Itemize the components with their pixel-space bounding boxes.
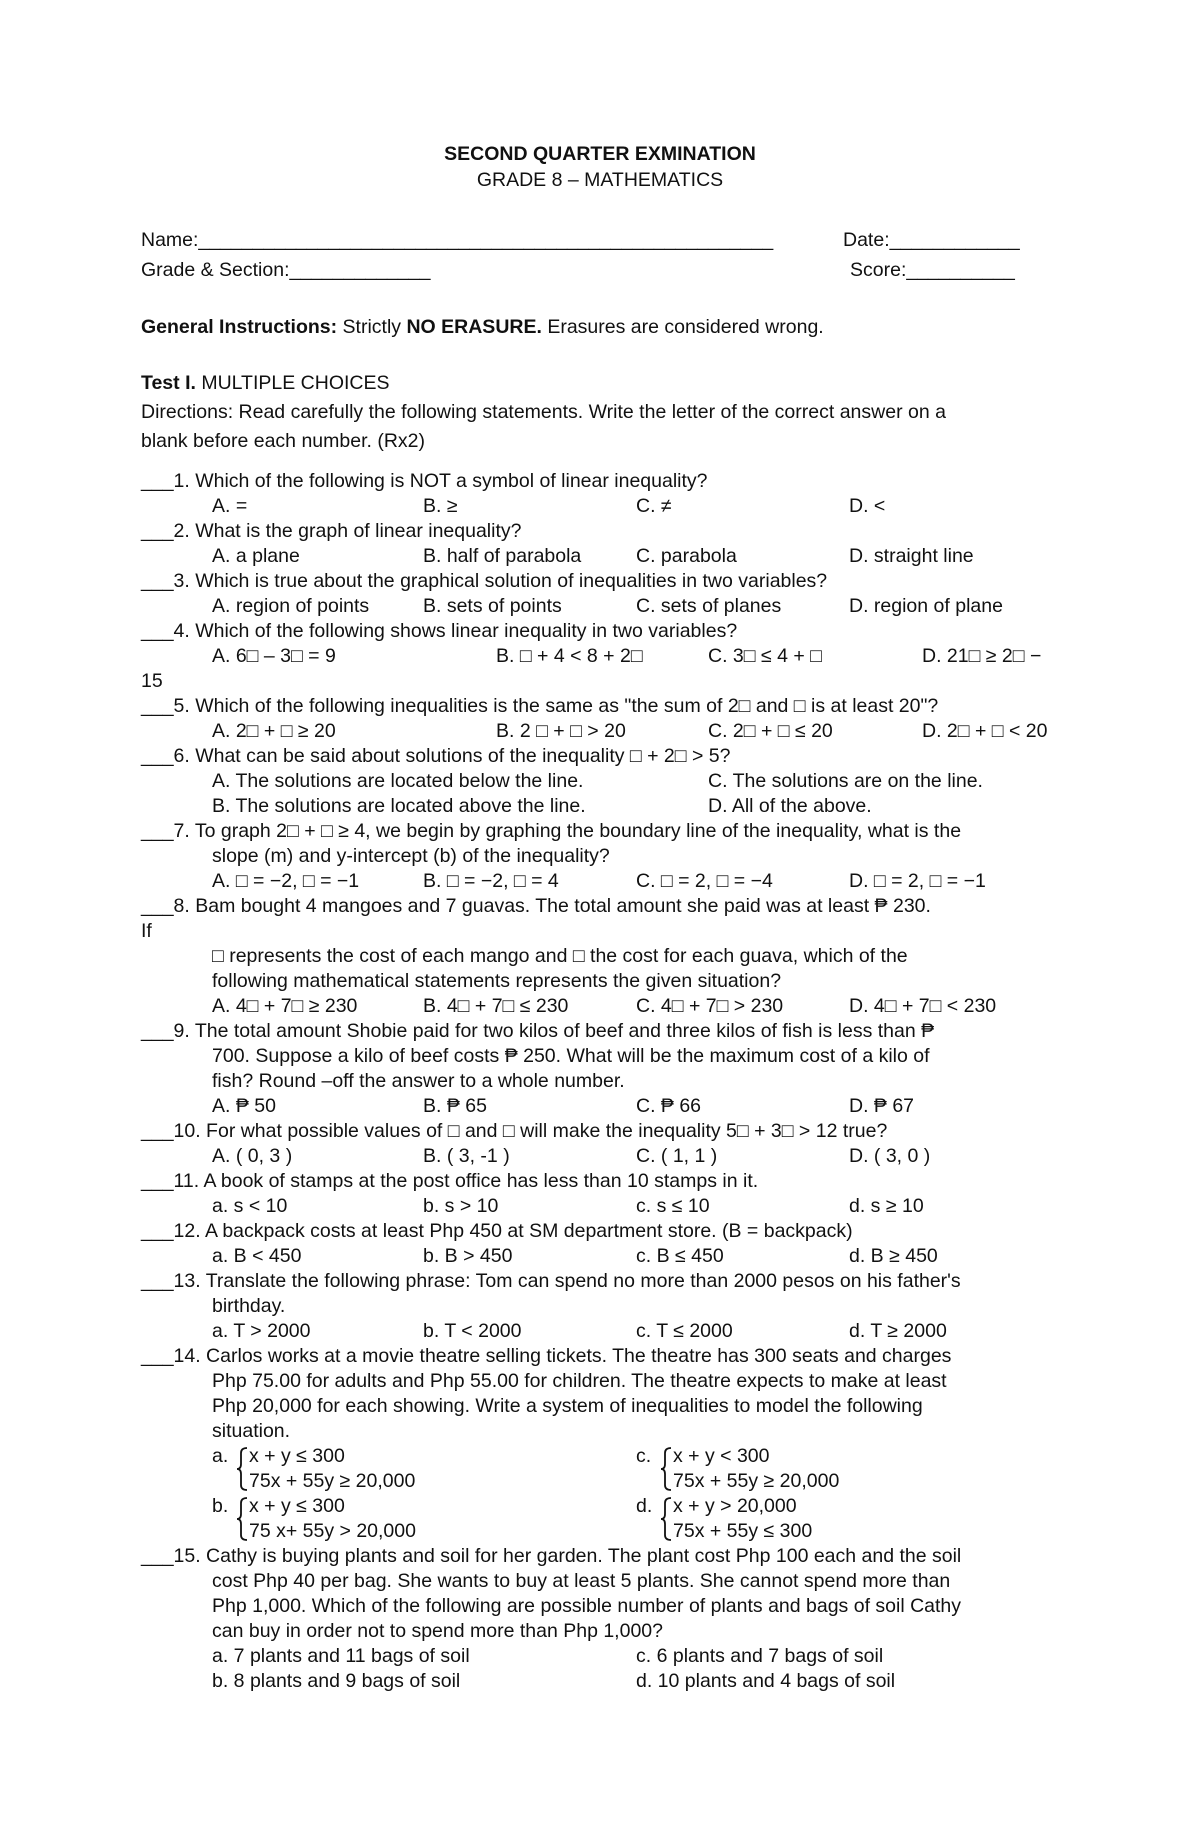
q9-option-b: B. ₱ 65: [423, 1095, 487, 1117]
q10-option-c: C. ( 1, 1 ): [636, 1145, 718, 1167]
q14-option-a-line-1: x + y ≤ 300: [249, 1445, 345, 1467]
q3-option-b: B. sets of points: [423, 595, 562, 617]
question-9-line-3: fish? Round –off the answer to a whole number.: [212, 1070, 625, 1092]
question-13: ___13. Translate the following phrase: Tom can spend no more than 2000 pesos on his father's: [141, 1270, 961, 1292]
question-8-line-4: following mathematical statements represents the given situation?: [212, 970, 782, 992]
directions-line-1: Directions: Read carefully the following statements. Write the letter of the correct answer on a: [141, 401, 946, 423]
q14-option-d-brace-icon: [660, 1497, 670, 1537]
question-15-line-2: cost Php 40 per bag. She wants to buy at least 5 plants. She cannot spend more than: [212, 1570, 951, 1592]
question-12: ___12. A backpack costs at least Php 450 at SM department store. (B = backpack): [141, 1220, 853, 1242]
question-9-line-2: 700. Suppose a kilo of beef costs ₱ 250. What will be the maximum cost of a kilo of: [212, 1045, 930, 1067]
q4-option-d: D. 21□ ≥ 2□ −: [922, 645, 1042, 667]
question-15-line-3: Php 1,000. Which of the following are possible number of plants and bags of soil Cathy: [212, 1595, 962, 1617]
q14-option-a-brace-icon: [236, 1447, 246, 1487]
question-8: ___8. Bam bought 4 mangoes and 7 guavas. The total amount she paid was at least ₱ 230.: [141, 895, 931, 917]
instructions-text1: Strictly: [337, 316, 407, 338]
question-14-line-3: Php 20,000 for each showing. Write a system of inequalities to model the following: [212, 1395, 923, 1417]
question-14-line-2: Php 75.00 for adults and Php 55.00 for children. The theatre expects to make at least: [212, 1370, 947, 1392]
q10-option-a: A. ( 0, 3 ): [212, 1145, 293, 1167]
question-15-line-4: can buy in order not to spend more than Php 1,000?: [212, 1620, 663, 1642]
q15-option-c: c. 6 plants and 7 bags of soil: [636, 1645, 884, 1667]
q14-option-a-label: a.: [212, 1445, 229, 1467]
q8-option-b: B. 4□ + 7□ ≤ 230: [423, 995, 569, 1017]
q6-option-a: A. The solutions are located below the line.: [212, 770, 584, 792]
q5-option-c: C. 2□ + □ ≤ 20: [708, 720, 833, 742]
question-11: ___11. A book of stamps at the post office has less than 10 stamps in it.: [141, 1170, 759, 1192]
q1-option-b: B. ≥: [423, 495, 458, 517]
q8-option-d: D. 4□ + 7□ < 230: [849, 995, 997, 1017]
question-8-line-3: □ represents the cost of each mango and □ the cost for each guava, which of the: [212, 945, 908, 967]
q4-option-a: A. 6□ – 3□ = 9: [212, 645, 336, 667]
q14-option-b-label: b.: [212, 1495, 229, 1517]
date-field: Date:____________: [843, 229, 1020, 251]
instructions-emph: NO ERASURE.: [406, 316, 542, 338]
q7-option-a: A. □ = −2, □ = −1: [212, 870, 360, 892]
q14-option-c-line-2: 75x + 55y ≥ 20,000: [673, 1470, 840, 1492]
q11-option-a: a. s < 10: [212, 1195, 288, 1217]
q9-option-c: C. ₱ 66: [636, 1095, 702, 1117]
q13-option-a: a. T > 2000: [212, 1320, 311, 1342]
q14-option-b-line-1: x + y ≤ 300: [249, 1495, 345, 1517]
q14-option-d-line-2: 75x + 55y ≤ 300: [673, 1520, 813, 1542]
q1-option-c: C. ≠: [636, 495, 672, 517]
q14-option-b-line-2: 75 x+ 55y > 20,000: [249, 1520, 416, 1542]
test-heading: [141, 371, 390, 395]
q11-option-b: b. s > 10: [423, 1195, 499, 1217]
q3-option-c: C. sets of planes: [636, 595, 782, 617]
q14-option-b-brace-icon: [236, 1497, 246, 1537]
question-1: ___1. Which of the following is NOT a symbol of linear inequality?: [141, 470, 708, 492]
name-field: Name:_____________________________________________________: [141, 229, 774, 251]
test-title: MULTIPLE CHOICES: [195, 372, 390, 394]
question-3: ___3. Which is true about the graphical solution of inequalities in two variables?: [141, 570, 828, 592]
q9-option-a: A. ₱ 50: [212, 1095, 276, 1117]
q12-option-a: a. B < 450: [212, 1245, 302, 1267]
q13-option-c: c. T ≤ 2000: [636, 1320, 733, 1342]
q15-option-b: b. 8 plants and 9 bags of soil: [212, 1670, 461, 1692]
q12-option-d: d. B ≥ 450: [849, 1245, 938, 1267]
q7-option-c: C. □ = 2, □ = −4: [636, 870, 773, 892]
q5-option-b: B. 2 □ + □ > 20: [496, 720, 626, 742]
q6-option-b: B. The solutions are located above the line.: [212, 795, 586, 817]
question-7: ___7. To graph 2□ + □ ≥ 4, we begin by graphing the boundary line of the inequality, what is the: [141, 820, 962, 842]
q7-option-b: B. □ = −2, □ = 4: [423, 870, 559, 892]
q7-option-d: D. □ = 2, □ = −1: [849, 870, 986, 892]
q13-option-d: d. T ≥ 2000: [849, 1320, 947, 1342]
q4-option-c: C. 3□ ≤ 4 + □: [708, 645, 822, 667]
q8-option-c: C. 4□ + 7□ > 230: [636, 995, 784, 1017]
instructions-label: General Instructions:: [141, 316, 338, 338]
general-instructions: [141, 315, 824, 339]
question-10: ___10. For what possible values of □ and □ will make the inequality 5□ + 3□ > 12 true?: [141, 1120, 888, 1142]
question-13-line-2: birthday.: [212, 1295, 286, 1317]
q14-option-d-line-1: x + y > 20,000: [673, 1495, 797, 1517]
q5-option-a: A. 2□ + □ ≥ 20: [212, 720, 336, 742]
q6-option-c: C. The solutions are on the line.: [708, 770, 983, 792]
question-14: ___14. Carlos works at a movie theatre selling tickets. The theatre has 300 seats and charges: [141, 1345, 952, 1367]
q1-option-a: A. =: [212, 495, 248, 517]
q14-option-a-line-2: 75x + 55y ≥ 20,000: [249, 1470, 416, 1492]
q3-option-d: D. region of plane: [849, 595, 1003, 617]
q10-option-d: D. ( 3, 0 ): [849, 1145, 931, 1167]
q14-option-d-label: d.: [636, 1495, 653, 1517]
question-8-line-2: If: [141, 920, 152, 942]
question-7-line-2: slope (m) and y-intercept (b) of the inequality?: [212, 845, 610, 867]
question-14-line-4: situation.: [212, 1420, 291, 1442]
q11-option-d: d. s ≥ 10: [849, 1195, 924, 1217]
question-6: ___6. What can be said about solutions of the inequality □ + 2□ > 5?: [141, 745, 731, 767]
q12-option-b: b. B > 450: [423, 1245, 513, 1267]
q15-option-d: d. 10 plants and 4 bags of soil: [636, 1670, 896, 1692]
q13-option-b: b. T < 2000: [423, 1320, 522, 1342]
score-field: Score:__________: [850, 259, 1015, 281]
test-label: Test I.: [141, 372, 196, 394]
exam-subtitle: GRADE 8 – MATHEMATICS: [476, 169, 724, 191]
directions-line-2: blank before each number. (Rx2): [141, 430, 425, 452]
q5-option-d: D. 2□ + □ < 20: [922, 720, 1048, 742]
q2-option-b: B. half of parabola: [423, 545, 582, 567]
question-15: ___15. Cathy is buying plants and soil for her garden. The plant cost Php 100 each and the soil: [141, 1545, 962, 1567]
q14-option-c-brace-icon: [660, 1447, 670, 1487]
grade-section-field: Grade & Section:_____________: [141, 259, 431, 281]
q2-option-d: D. straight line: [849, 545, 974, 567]
question-9: ___9. The total amount Shobie paid for two kilos of beef and three kilos of fish is less than ₱: [141, 1020, 935, 1042]
q12-option-c: c. B ≤ 450: [636, 1245, 724, 1267]
q14-option-c-label: c.: [636, 1445, 652, 1467]
exam-title: SECOND QUARTER EXMINATION: [444, 143, 756, 165]
question-4: ___4. Which of the following shows linear inequality in two variables?: [141, 620, 738, 642]
q4-option-d-wrap: 15: [141, 670, 163, 692]
q2-option-a: A. a plane: [212, 545, 300, 567]
q4-option-b: B. □ + 4 < 8 + 2□: [496, 645, 643, 667]
instructions-text2: Erasures are considered wrong.: [541, 316, 824, 338]
q6-option-d: D. All of the above.: [708, 795, 872, 817]
q9-option-d: D. ₱ 67: [849, 1095, 915, 1117]
q14-option-c-line-1: x + y ˂ 300: [673, 1445, 770, 1467]
q8-option-a: A. 4□ + 7□ ≥ 230: [212, 995, 358, 1017]
q3-option-a: A. region of points: [212, 595, 370, 617]
q11-option-c: c. s ≤ 10: [636, 1195, 710, 1217]
question-5: ___5. Which of the following inequalities is the same as "the sum of 2□ and □ is at least 20"?: [141, 695, 939, 717]
question-2: ___2. What is the graph of linear inequality?: [141, 520, 522, 542]
q15-option-a: a. 7 plants and 11 bags of soil: [212, 1645, 470, 1667]
q2-option-c: C. parabola: [636, 545, 737, 567]
q1-option-d: D. <: [849, 495, 886, 517]
q10-option-b: B. ( 3, -1 ): [423, 1145, 510, 1167]
